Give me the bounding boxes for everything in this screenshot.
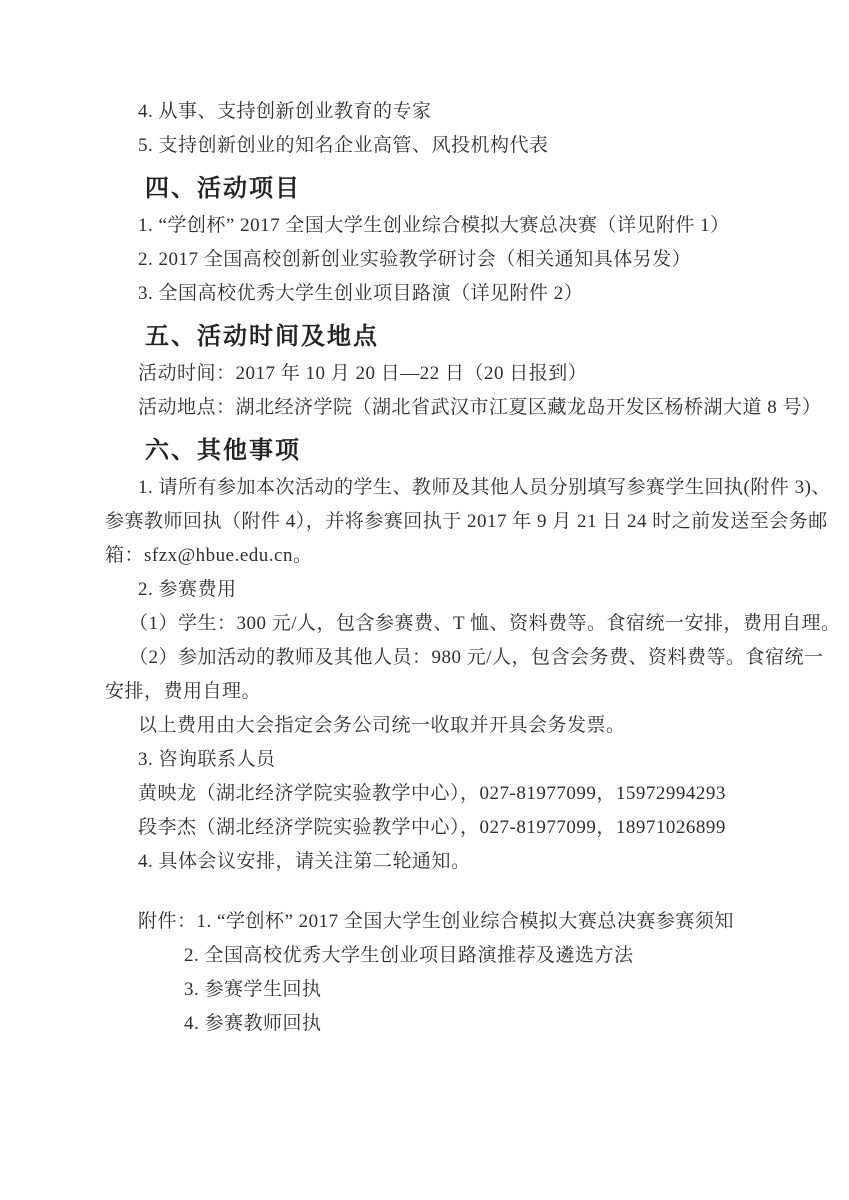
event-time-line: 活动时间：2017 年 10 月 20 日—22 日（20 日报到） <box>138 363 588 384</box>
fee-invoice-note: 以上费用由大会指定会务公司统一收取并开具会务发票。 <box>138 715 626 736</box>
fee-teachers-line-2: 安排，费用自理。 <box>105 681 262 702</box>
attachments-label: 附件： <box>138 911 197 932</box>
contact-line-duan: 段李杰（湖北经济学院实验教学中心），027-81977099，18971026899 <box>138 817 726 838</box>
fee-teachers-line-1: （2）参加活动的教师及其他人员：980 元/人，包含会务费、资料费等。食宿统一 <box>129 647 824 668</box>
expert-list-item-5: 5. 支持创新创业的知名企业高管、风投机构代表 <box>138 135 549 156</box>
other-matters-item-1-line-1: 1. 请所有参加本次活动的学生、教师及其他人员分别填写参赛学生回执(附件 3)、 <box>138 477 831 498</box>
attachment-item-4: 4. 参赛教师回执 <box>184 1013 322 1034</box>
section-heading-time-location: 五、活动时间及地点 <box>145 323 379 350</box>
event-location-line: 活动地点：湖北经济学院（湖北省武汉市江夏区藏龙岛开发区杨桥湖大道 8 号） <box>138 397 822 418</box>
other-matters-item-4-schedule: 4. 具体会议安排，请关注第二轮通知。 <box>138 851 471 872</box>
expert-list-item-4: 4. 从事、支持创新创业教育的专家 <box>138 101 432 122</box>
activity-item-2: 2. 2017 全国高校创新创业实验教学研讨会（相关通知具体另发） <box>138 249 692 270</box>
attachment-item-3: 3. 参赛学生回执 <box>184 979 322 1000</box>
fee-students-line: （1）学生：300 元/人，包含参赛费、T 恤、资料费等。食宿统一安排，费用自理。 <box>129 613 841 634</box>
activity-item-1: 1. “学创杯” 2017 全国大学生创业综合模拟大赛总决赛（详见附件 1） <box>138 215 730 236</box>
contact-line-huang: 黄映龙（湖北经济学院实验教学中心），027-81977099，15972994293 <box>138 783 726 804</box>
other-matters-item-3-contacts: 3. 咨询联系人员 <box>138 749 276 770</box>
other-matters-item-1-line-2: 参赛教师回执（附件 4），并将参赛回执于 2017 年 9 月 21 日 24 时之前发送至会务邮 <box>105 511 828 532</box>
attachment-row-1 <box>105 905 849 939</box>
section-heading-activities: 四、活动项目 <box>145 175 301 202</box>
activity-item-3: 3. 全国高校优秀大学生创业项目路演（详见附件 2） <box>138 283 584 304</box>
attachment-item-2: 2. 全国高校优秀大学生创业项目路演推荐及遴选方法 <box>184 945 634 966</box>
section-heading-other-matters: 六、其他事项 <box>145 437 301 464</box>
other-matters-item-2-fees: 2. 参赛费用 <box>138 579 237 600</box>
attachment-item-1: 1. “学创杯” 2017 全国大学生创业综合模拟大赛总决赛参赛须知 <box>196 911 734 932</box>
other-matters-item-1-line-3-email: 箱：sfzx@hbue.edu.cn。 <box>105 545 313 566</box>
